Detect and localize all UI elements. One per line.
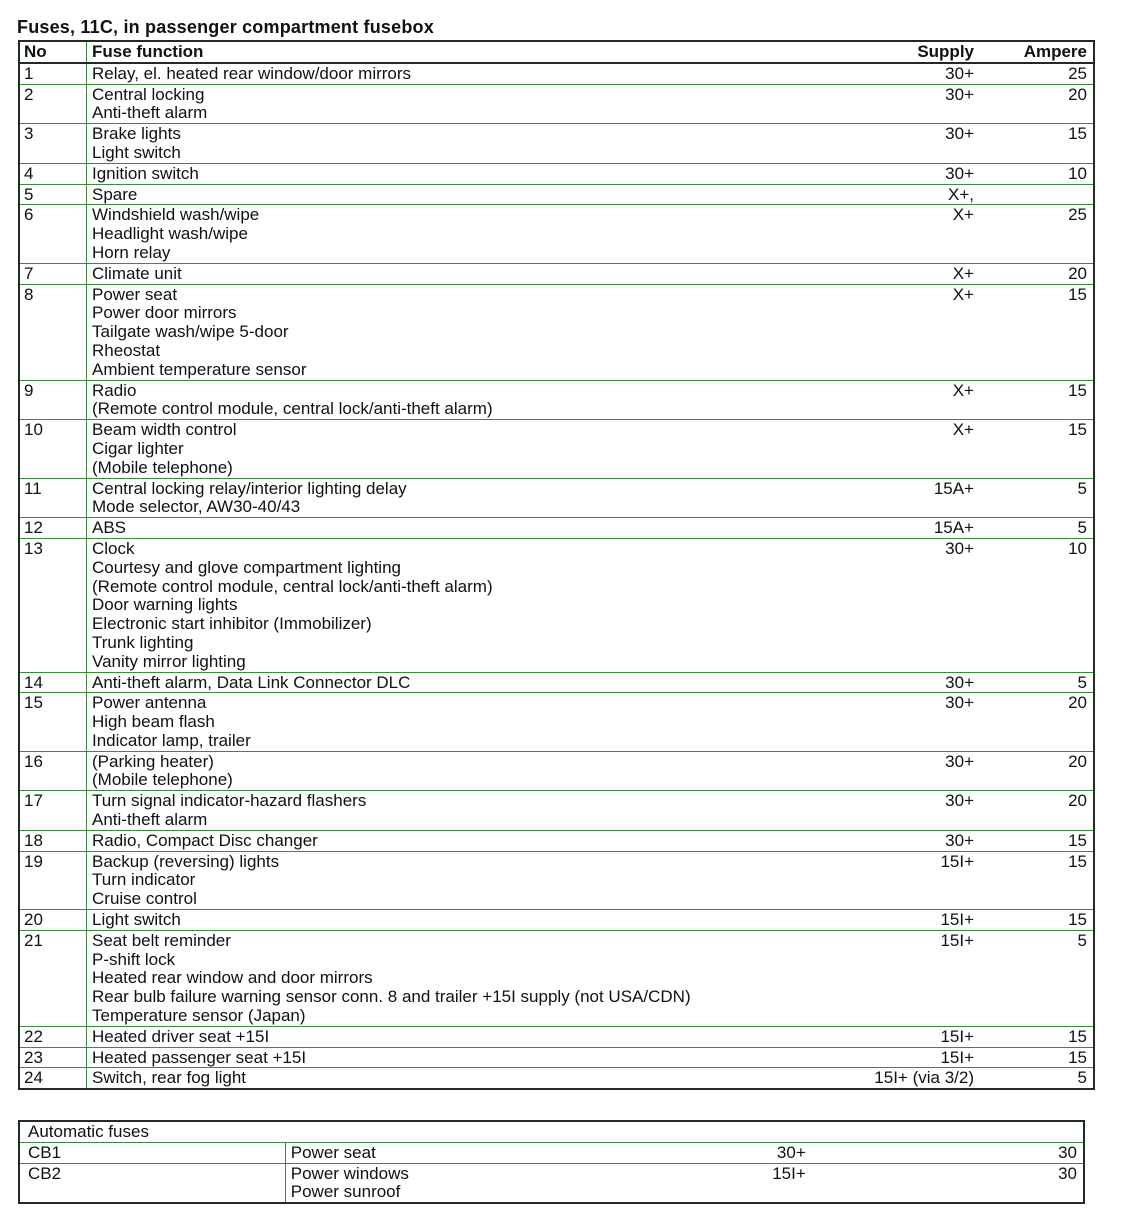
fuse-number: 3 <box>19 124 87 164</box>
fuse-function-line: Power sunroof <box>290 1182 401 1202</box>
automatic-fuses-heading-row <box>19 1121 1084 1142</box>
fuse-function-line: Heated passenger seat +15I <box>92 1047 307 1067</box>
table-row <box>19 910 1094 931</box>
fuse-ampere: 25 <box>986 63 1094 84</box>
table-row <box>19 751 1094 791</box>
fuse-number: 5 <box>19 184 87 205</box>
fuse-function-cell <box>87 693 819 751</box>
fuse-function-line: (Remote control module, central lock/anti-theft alarm) <box>92 576 493 596</box>
fuse-ampere: 15 <box>986 380 1094 420</box>
fuse-function-line: Cigar lighter <box>92 438 184 458</box>
table-row <box>19 84 1094 124</box>
fuse-supply: 15I+ (via 3/2) <box>874 1068 974 1088</box>
fuse-supply: 30+ <box>818 751 986 791</box>
fuse-function-cell <box>87 205 819 263</box>
fuse-function-cell <box>87 930 819 1026</box>
column-header-ampere: Ampere <box>986 41 1094 63</box>
fuse-function-line: Rheostat <box>92 340 161 360</box>
fuse-number: 23 <box>19 1047 87 1068</box>
fuse-function-line: Door warning lights <box>92 595 238 615</box>
fuse-function-line: P-shift lock <box>92 949 176 969</box>
table-row <box>19 1163 1084 1203</box>
fuse-function-cell <box>87 124 819 164</box>
fuse-number: 2 <box>19 84 87 124</box>
fuse-ampere: 20 <box>986 751 1094 791</box>
table-row <box>19 63 1094 84</box>
table-row <box>19 420 1094 478</box>
table-row <box>19 1068 1094 1089</box>
fuse-function-cell <box>87 1068 819 1089</box>
fuse-function-line: Courtesy and glove compartment lighting <box>92 557 401 577</box>
fuse-supply: 30+ <box>818 163 986 184</box>
fuse-function-cell <box>87 672 819 693</box>
fuse-function-cell <box>87 1047 819 1068</box>
fuse-ampere: 15 <box>986 830 1094 851</box>
fuse-function-line: Relay, el. heated rear window/door mirrors <box>92 63 412 83</box>
fuse-function-line: Beam width control <box>92 420 237 440</box>
page-title: Fuses, 11C, in passenger compartment fusebox <box>17 17 434 37</box>
fuse-number: 7 <box>19 263 87 284</box>
table-row <box>19 1026 1094 1047</box>
fuse-ampere: 10 <box>986 538 1094 672</box>
fuse-function-line: Electronic start inhibitor (Immobilizer) <box>92 614 372 634</box>
fuse-function-line: Indicator lamp, trailer <box>92 730 251 750</box>
fuse-ampere: 20 <box>986 791 1094 831</box>
fuse-supply: 30+ <box>818 672 986 693</box>
fuse-function-line: Central locking <box>92 84 205 104</box>
table-row <box>19 478 1094 518</box>
fuse-ampere: 20 <box>986 263 1094 284</box>
fuse-supply: X+, <box>818 184 986 205</box>
fuse-supply: 30+ <box>818 830 986 851</box>
fuse-function-cell <box>87 1026 819 1047</box>
automatic-fuses-heading: Automatic fuses <box>19 1121 1084 1142</box>
fuse-supply: X+ <box>818 205 986 263</box>
fuse-function-line: Anti-theft alarm <box>92 810 208 830</box>
fuse-function-line: Tailgate wash/wipe 5-door <box>92 322 289 342</box>
fuse-function-cell <box>87 910 819 931</box>
fuse-table <box>18 40 1095 1090</box>
fuse-ampere: 20 <box>986 693 1094 751</box>
fuse-function-line: (Mobile telephone) <box>92 457 233 477</box>
table-row <box>19 930 1094 1026</box>
fuse-function-line: Horn relay <box>92 242 171 262</box>
fuse-function-line: Power seat <box>92 284 178 304</box>
column-header-no: No <box>19 41 87 63</box>
fuse-function-line: Temperature sensor (Japan) <box>92 1006 306 1026</box>
fuse-ampere: 5 <box>986 930 1094 1026</box>
fuse-table-body <box>19 63 1094 1089</box>
fuse-ampere: 20 <box>986 84 1094 124</box>
fuse-ampere: 25 <box>986 205 1094 263</box>
table-row <box>19 791 1094 831</box>
fuse-function-line: Spare <box>92 184 138 204</box>
fuse-function-line: Rear bulb failure warning sensor conn. 8 and trailer +15I supply (not USA/CDN) <box>92 987 691 1007</box>
fuse-number: 21 <box>19 930 87 1026</box>
column-header-function: Fuse function <box>87 41 819 63</box>
fuse-function-line: Power seat <box>290 1142 376 1162</box>
fuse-number: 11 <box>19 478 87 518</box>
fuse-supply: 15A+ <box>818 518 986 539</box>
fuse-function-cell <box>87 830 819 851</box>
fuse-number: 19 <box>19 851 87 909</box>
fuse-number: 13 <box>19 538 87 672</box>
fuse-function-cell <box>285 1163 551 1203</box>
fuse-number: 6 <box>19 205 87 263</box>
fuse-number: 16 <box>19 751 87 791</box>
fuse-supply: 15I+ <box>818 910 986 931</box>
table-row <box>19 1142 1084 1163</box>
fuse-ampere: 15 <box>986 284 1094 380</box>
fuse-function-cell <box>87 63 819 84</box>
fuse-function-line: Windshield wash/wipe <box>92 205 260 225</box>
fuse-function-line: Cruise control <box>92 889 197 909</box>
fuse-supply: 30+ <box>552 1142 818 1163</box>
table-row <box>19 184 1094 205</box>
fuse-ampere: 15 <box>986 851 1094 909</box>
table-header-row <box>19 41 1094 63</box>
table-row <box>19 163 1094 184</box>
fuse-function-cell <box>87 380 819 420</box>
fuse-function-line: ABS <box>92 518 127 538</box>
fuse-supply: X+ <box>818 420 986 478</box>
table-row <box>19 284 1094 380</box>
fuse-function-line: Clock <box>92 538 135 558</box>
fuse-ampere: 15 <box>986 910 1094 931</box>
column-header-supply: Supply <box>818 41 986 63</box>
fuse-function-cell <box>87 284 819 380</box>
fuse-function-line: Heated driver seat +15I <box>92 1026 270 1046</box>
fuse-ampere: 5 <box>986 518 1094 539</box>
table-row <box>19 830 1094 851</box>
fuse-supply: 30+ <box>818 791 986 831</box>
fuse-supply: 15I+ <box>772 1163 806 1183</box>
fuse-supply: 15I+ <box>818 1047 986 1068</box>
fuse-function-line: Power windows <box>290 1163 409 1183</box>
fuse-function-line: Seat belt reminder <box>92 930 231 950</box>
fuse-supply: 30+ <box>818 124 986 164</box>
fuse-function-line: Light switch <box>92 142 181 162</box>
fuse-function-cell <box>285 1142 551 1163</box>
fuse-function-line: Headlight wash/wipe <box>92 224 248 244</box>
fuse-number: 17 <box>19 791 87 831</box>
fuse-function-line: Ambient temperature sensor <box>92 359 307 379</box>
fuse-function-cell <box>87 538 819 672</box>
fuse-function-line: (Mobile telephone) <box>92 770 233 790</box>
fuse-ampere: 5 <box>986 478 1094 518</box>
fuse-supply: 30+ <box>818 63 986 84</box>
table-row <box>19 1047 1094 1068</box>
table-row <box>19 518 1094 539</box>
table-row <box>19 851 1094 909</box>
fuse-number: 20 <box>19 910 87 931</box>
fuse-supply: 30+ <box>818 538 986 672</box>
table-row <box>19 205 1094 263</box>
fuse-ampere: 30 <box>818 1142 1084 1163</box>
fuse-ampere: 30 <box>1058 1163 1077 1183</box>
fuse-function-cell <box>87 163 819 184</box>
fuse-number: 12 <box>19 518 87 539</box>
fuse-ampere: 15 <box>986 420 1094 478</box>
fuse-function-cell <box>87 84 819 124</box>
fuse-function-line: Anti-theft alarm <box>92 103 208 123</box>
fuse-function-line: Radio <box>92 380 137 400</box>
fuse-function-line: (Parking heater) <box>92 751 214 771</box>
fuse-function-line: Ignition switch <box>92 163 199 183</box>
fuse-function-line: Anti-theft alarm, Data Link Connector DLC <box>92 672 411 692</box>
fuse-supply: 15I+ <box>818 851 986 909</box>
fuse-supply: 30+ <box>818 84 986 124</box>
fuse-number: CB1 <box>19 1142 285 1163</box>
table-row <box>19 538 1094 672</box>
table-row <box>19 380 1094 420</box>
fuse-function-line: Brake lights <box>92 124 181 144</box>
fuse-supply: X+ <box>818 263 986 284</box>
fuse-function-line: (Remote control module, central lock/anti-theft alarm) <box>92 399 493 419</box>
fuse-number: 10 <box>19 420 87 478</box>
fuse-number: CB2 <box>19 1163 285 1203</box>
fuse-function-line: High beam flash <box>92 712 215 732</box>
fuse-supply: X+ <box>818 284 986 380</box>
fuse-function-line: Turn signal indicator-hazard flashers <box>92 791 367 811</box>
fuse-function-cell <box>87 851 819 909</box>
fuse-function-line: Power door mirrors <box>92 303 237 323</box>
fuse-supply: 30+ <box>818 693 986 751</box>
fuse-function-cell <box>87 184 819 205</box>
automatic-fuses-table <box>18 1120 1085 1204</box>
fuse-function-cell <box>87 263 819 284</box>
fuse-function-cell <box>87 518 819 539</box>
fuse-number: 22 <box>19 1026 87 1047</box>
table-row <box>19 672 1094 693</box>
table-row <box>19 263 1094 284</box>
fuse-function-line: Backup (reversing) lights <box>92 851 280 871</box>
fuse-function-line: Trunk lighting <box>92 632 194 652</box>
fuse-function-line: Power antenna <box>92 693 207 713</box>
fuse-ampere: 10 <box>986 163 1094 184</box>
fuse-function-line: Heated rear window and door mirrors <box>92 968 373 988</box>
fuse-ampere <box>986 184 1094 205</box>
fuse-function-cell <box>87 478 819 518</box>
fuse-number: 9 <box>19 380 87 420</box>
fuse-function-line: Mode selector, AW30-40/43 <box>92 497 301 517</box>
fuse-function-line: Radio, Compact Disc changer <box>92 830 318 850</box>
fuse-supply: 15A+ <box>818 478 986 518</box>
fuse-supply: 15I+ <box>818 930 986 1026</box>
fuse-number: 4 <box>19 163 87 184</box>
fuse-ampere: 5 <box>1077 1068 1087 1088</box>
fuse-number: 18 <box>19 830 87 851</box>
fuse-supply: X+ <box>818 380 986 420</box>
fuse-ampere: 15 <box>986 1047 1094 1068</box>
fuse-function-cell <box>87 751 819 791</box>
fuse-function-line: Climate unit <box>92 263 182 283</box>
fuse-function-line: Light switch <box>92 910 181 930</box>
fuse-number: 15 <box>19 693 87 751</box>
fuse-number: 24 <box>19 1068 87 1089</box>
fuse-ampere: 15 <box>986 1026 1094 1047</box>
fuse-number: 1 <box>19 63 87 84</box>
fuse-function-line: Central locking relay/interior lighting delay <box>92 478 407 498</box>
fuse-supply: 15I+ <box>818 1026 986 1047</box>
table-row <box>19 693 1094 751</box>
table-row <box>19 124 1094 164</box>
fuse-ampere: 15 <box>986 124 1094 164</box>
fuse-function-cell <box>87 791 819 831</box>
fuse-function-line: Vanity mirror lighting <box>92 651 246 671</box>
fuse-function-line: Switch, rear fog light <box>92 1068 247 1088</box>
fuse-number: 14 <box>19 672 87 693</box>
fuse-number: 8 <box>19 284 87 380</box>
fuse-function-cell <box>87 420 819 478</box>
fuse-ampere: 5 <box>986 672 1094 693</box>
fuse-function-line: Turn indicator <box>92 870 196 890</box>
automatic-fuses-body <box>19 1121 1084 1203</box>
